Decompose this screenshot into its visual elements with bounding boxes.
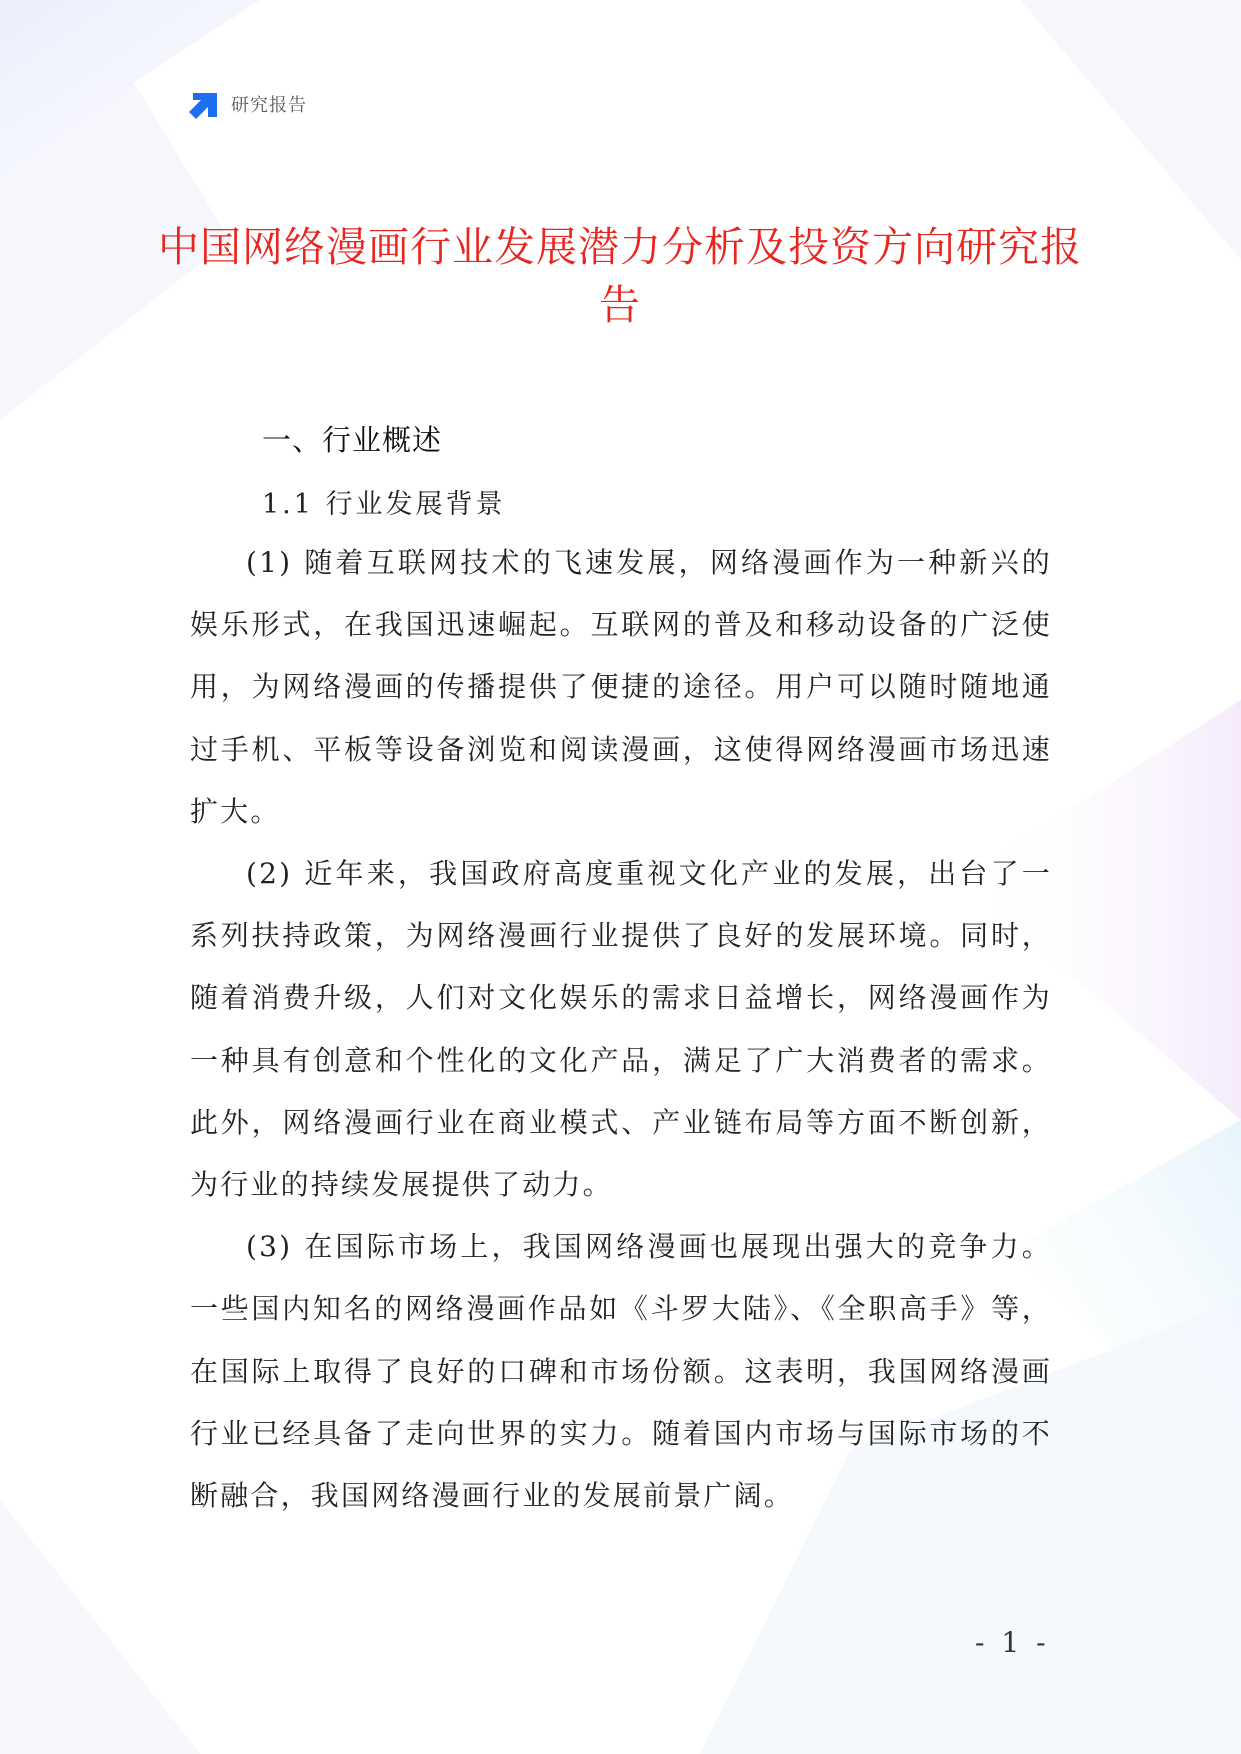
section-heading: 一、行业概述 xyxy=(262,423,443,457)
paragraph: (2) 近年来，我国政府高度重视文化产业的发展，出台了一系列扶持政策，为网络漫画行业提供了良好的发展环境。同时，随着消费升级，人们对文化娱乐的需求日益增长，网络漫画作为一种具有创意和个性化的文化产品，满足了广大消费者的需求。此外，网络漫画行业在商业模式、产业链布局等方面不断创新，为行业的持续发展提供了动力。 xyxy=(190,857,1052,1202)
body-text xyxy=(190,532,1052,1527)
document-title: 中国网络漫画行业发展潜力分析及投资方向研究报告 xyxy=(158,223,1082,329)
page-number: - 1 - xyxy=(975,1626,1050,1659)
paragraph: (3) 在国际市场上，我国网络漫画也展现出强大的竞争力。一些国内知名的网络漫画作品如《斗罗大陆》、《全职高手》等，在国际上取得了良好的口碑和市场份额。这表明，我国网络漫画行业已经具备了走向世界的实力。随着国内市场与国际市场的不断融合，我国网络漫画行业的发展前景广阔。 xyxy=(190,1230,1052,1513)
subsection-heading: 1.1 行业发展背景 xyxy=(262,489,506,520)
header-label: 研究报告 xyxy=(231,95,307,116)
arrow-up-right-icon xyxy=(187,87,221,121)
report-header xyxy=(187,86,307,122)
paragraph: (1) 随着互联网技术的飞速发展，网络漫画作为一种新兴的娱乐形式，在我国迅速崛起。互联网的普及和移动设备的广泛使用，为网络漫画的传播提供了便捷的途径。用户可以随时随地通过手机、平板等设备浏览和阅读漫画，这使得网络漫画市场迅速扩大。 xyxy=(190,546,1052,828)
